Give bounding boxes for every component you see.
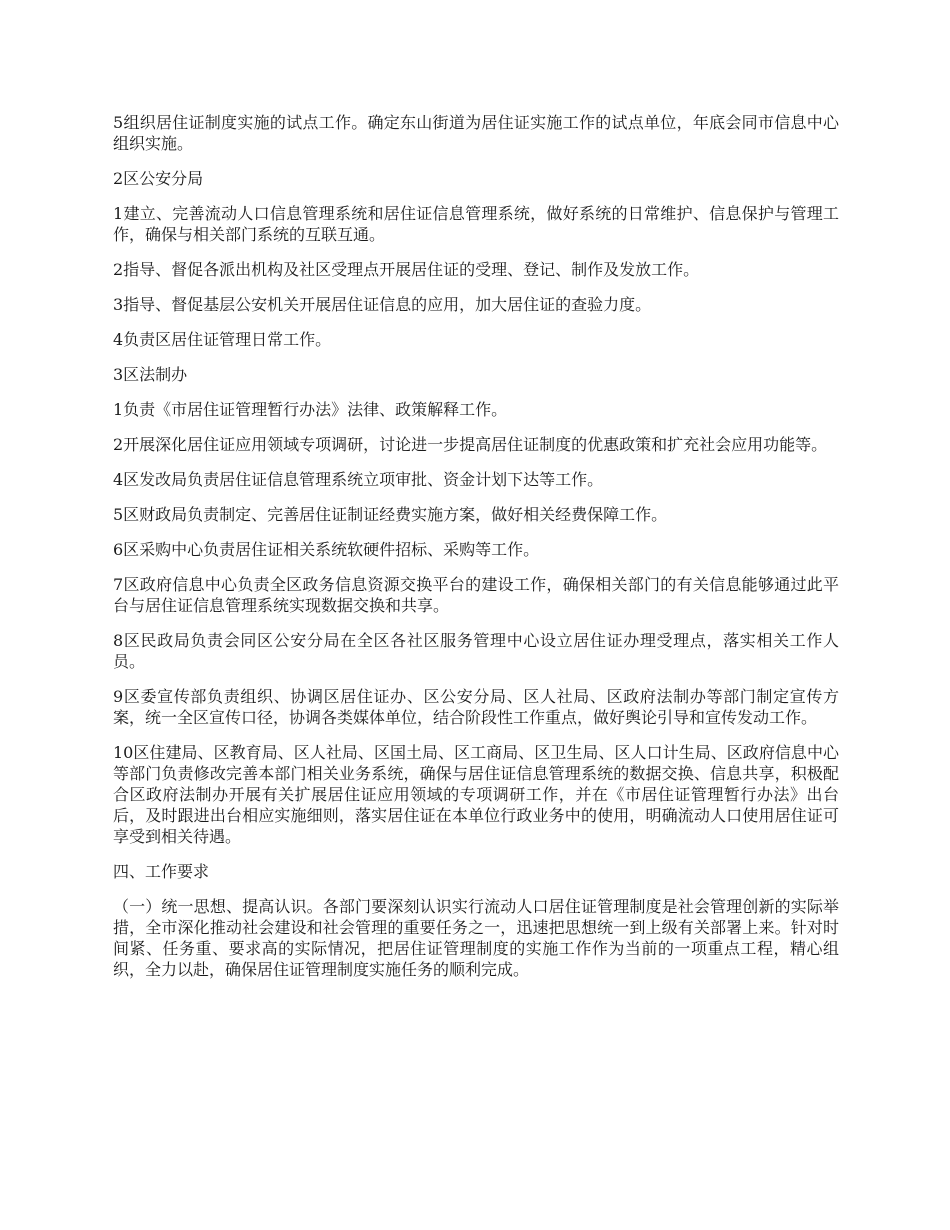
paragraph-item-6-procurement: 6区采购中心负责居住证相关系统软硬件招标、采购等工作。	[113, 540, 540, 559]
paragraph-item-7-info-center: 7区政府信息中心负责全区政务信息资源交换平台的建设工作，确保相关部门的有关信息能够通过此平台与居住证信息管理系统实现数据交换和共享。	[113, 575, 839, 615]
paragraph-unify-thinking: （一）统一思想、提高认识。各部门要深刻认识实行流动人口居住证管理制度是社会管理创新的实际举措，全市深化推动社会建设和社会管理的重要任务之一，迅速把思想统一到上级有关部署上来。针对时间紧、任务重、要求高的实际情况，把居住证管理制度的实施工作作为当前的一项重点工程，精心组织，全力以赴，确保居住证管理制度实施任务的顺利完成。	[113, 897, 839, 979]
paragraph-item-2-guide: 2指导、督促各派出机构及社区受理点开展居住证的受理、登记、制作及发放工作。	[113, 260, 700, 279]
paragraph-item-5-pilot: 5组织居住证制度实施的试点工作。确定东山街道为居住证实施工作的试点单位，年底会同市信息中心组织实施。	[113, 113, 839, 153]
section-heading-public-security: 2区公安分局	[113, 169, 204, 188]
paragraph-item-3-inspection: 3指导、督促基层公安机关开展居住证信息的应用，加大居住证的查验力度。	[113, 295, 652, 314]
paragraph-item-4-daily-work: 4负责区居住证管理日常工作。	[113, 330, 332, 349]
paragraph-item-2-research: 2开展深化居住证应用领域专项调研，讨论进一步提高居住证制度的优惠政策和扩充社会应用功能等。	[113, 435, 828, 454]
paragraph-item-1-interpretation: 1负责《市居住证管理暂行办法》法律、政策解释工作。	[113, 400, 508, 419]
paragraph-item-8-civil-affairs: 8区民政局负责会同区公安分局在全区各社区服务管理中心设立居住证办理受理点，落实相关工作人员。	[113, 631, 839, 671]
paragraph-item-1-system: 1建立、完善流动人口信息管理系统和居住证信息管理系统，做好系统的日常维护、信息保护与管理工作，确保与相关部门系统的互联互通。	[113, 204, 839, 244]
section-heading-legal-office: 3区法制办	[113, 365, 188, 384]
paragraph-item-4-development: 4区发改局负责居住证信息管理系统立项审批、资金计划下达等工作。	[113, 470, 604, 489]
section-heading-work-requirements: 四、工作要求	[113, 862, 210, 881]
paragraph-item-5-finance: 5区财政局负责制定、完善居住证制证经费实施方案，做好相关经费保障工作。	[113, 505, 668, 524]
document-body	[113, 112, 839, 994]
paragraph-item-9-publicity: 9区委宣传部负责组织、协调区居住证办、区公安分局、区人社局、区政府法制办等部门制定宣传方案，统一全区宣传口径，协调各类媒体单位，结合阶段性工作重点，做好舆论引导和宣传发动工作。	[113, 687, 839, 727]
paragraph-item-10-departments: 10区住建局、区教育局、区人社局、区国土局、区工商局、区卫生局、区人口计生局、区政府信息中心等部门负责修改完善本部门相关业务系统，确保与居住证信息管理系统的数据交换、信息共享，积极配合区政府法制办开展有关扩展居住证应用领域的专项调研工作，并在《市居住证管理暂行办法》出台后，及时跟进出台相应实施细则，落实居住证在本单位行政业务中的使用，明确流动人口使用居住证可享受到相关待遇。	[113, 743, 839, 846]
